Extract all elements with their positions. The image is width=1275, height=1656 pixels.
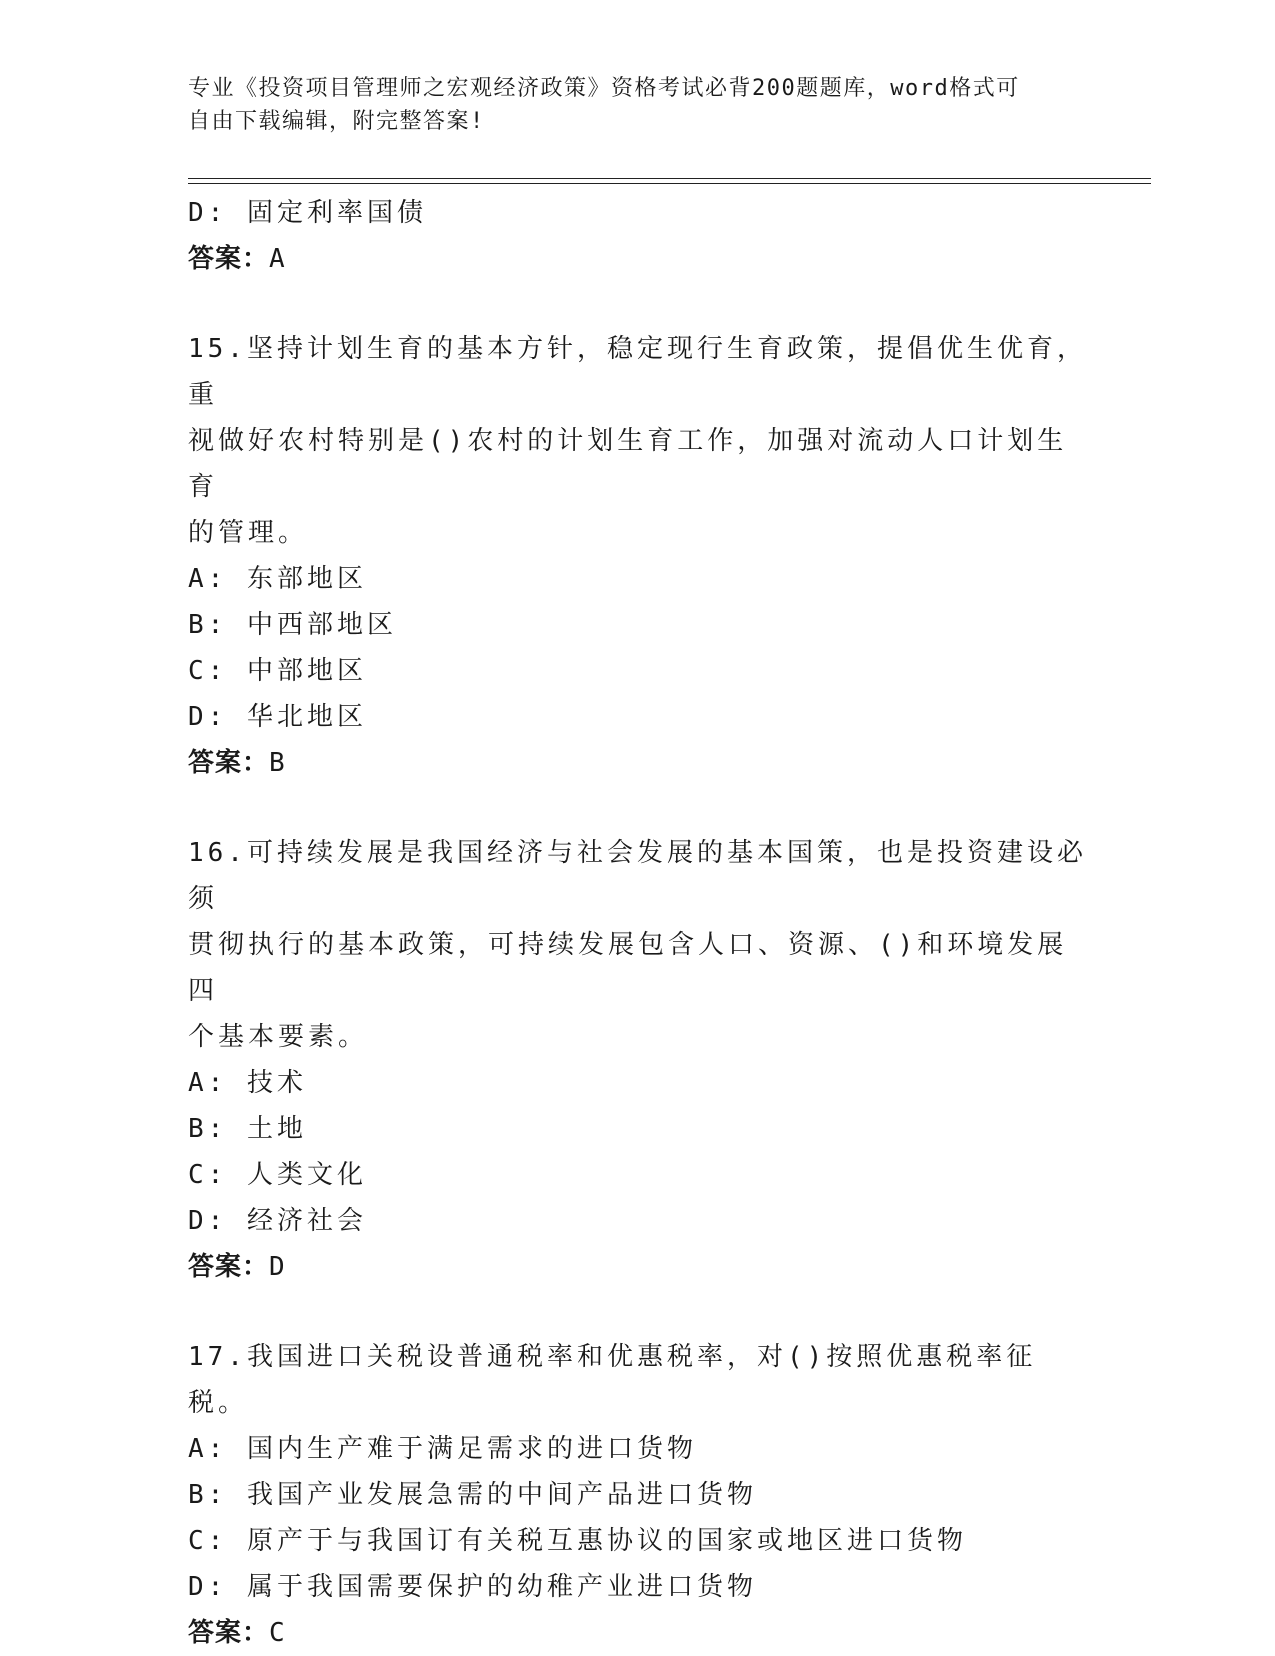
question-line: 视做好农村特别是()农村的计划生育工作，加强对流动人口计划生育 xyxy=(188,426,1068,502)
header-line-1: 专业《投资项目管理师之宏观经济政策》资格考试必背200题题库，word格式可 xyxy=(188,76,1020,101)
question-line: 16.可持续发展是我国经济与社会发展的基本国策，也是投资建设必须 xyxy=(188,838,1087,914)
option-b: B: 土地 xyxy=(188,1114,307,1144)
question-15 xyxy=(188,326,1088,786)
question-line: 17.我国进口关税设普通税率和优惠税率，对()按照优惠税率征税。 xyxy=(188,1342,1037,1418)
question-line: 的管理。 xyxy=(188,518,309,548)
prev-answer xyxy=(188,236,1088,282)
question-16 xyxy=(188,830,1088,1290)
question-text xyxy=(188,326,1088,556)
header-line-2: 自由下载编辑，附完整答案! xyxy=(188,109,485,134)
answer xyxy=(188,740,1088,786)
question-line: 个基本要素。 xyxy=(188,1022,369,1052)
option-a: A: 国内生产难于满足需求的进口货物 xyxy=(188,1434,697,1464)
question-17 xyxy=(188,1334,1088,1656)
question-text xyxy=(188,1334,1088,1426)
header-divider-top xyxy=(188,178,1151,179)
answer xyxy=(188,1244,1088,1290)
answer-value: A xyxy=(269,244,286,274)
question-line: 贯彻执行的基本政策，可持续发展包含人口、资源、()和环境发展四 xyxy=(188,930,1068,1006)
option-a: A: 东部地区 xyxy=(188,564,367,594)
option-c: C: 原产于与我国订有关税互惠协议的国家或地区进口货物 xyxy=(188,1526,967,1556)
question-list xyxy=(188,190,1088,1656)
answer-value: D xyxy=(269,1252,286,1282)
option-b: B: 中西部地区 xyxy=(188,610,397,640)
answer xyxy=(188,1610,1088,1656)
answer-label: 答案： xyxy=(188,1252,270,1282)
header-divider-bottom xyxy=(188,183,1151,184)
prev-option-d: D: 固定利率国债 xyxy=(188,198,427,228)
answer-label: 答案： xyxy=(188,244,270,274)
answer-label: 答案： xyxy=(188,1618,270,1648)
option-d: D: 华北地区 xyxy=(188,702,367,732)
document-header xyxy=(188,72,1068,138)
option-c: C: 人类文化 xyxy=(188,1160,367,1190)
answer-value: B xyxy=(269,748,286,778)
question-text xyxy=(188,830,1088,1060)
option-d: D: 经济社会 xyxy=(188,1206,367,1236)
option-c: C: 中部地区 xyxy=(188,656,367,686)
option-d: D: 属于我国需要保护的幼稚产业进口货物 xyxy=(188,1572,757,1602)
option-a: A: 技术 xyxy=(188,1068,307,1098)
question-line: 15.坚持计划生育的基本方针，稳定现行生育政策，提倡优生优育，重 xyxy=(188,334,1087,410)
option-b: B: 我国产业发展急需的中间产品进口货物 xyxy=(188,1480,757,1510)
answer-value: C xyxy=(269,1618,286,1648)
answer-label: 答案： xyxy=(188,748,270,778)
